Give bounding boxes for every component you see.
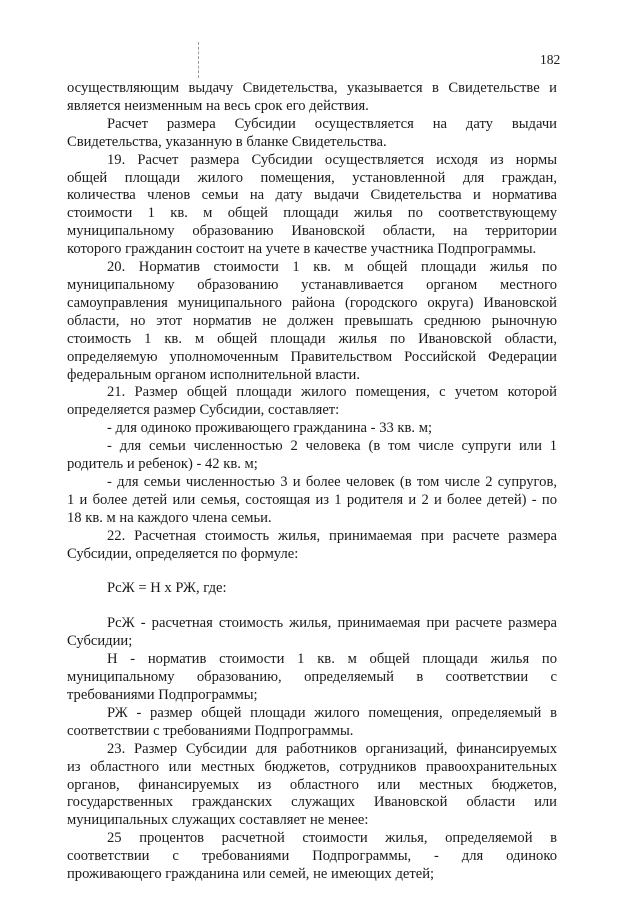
paragraph-line: муниципальных служащих составляет не менее: — [67, 812, 369, 829]
paragraph-line: 23. Размер Субсидии для работников организаций, финансируемых — [107, 740, 557, 757]
paragraph-line: общей площади жилого помещения, установленной для граждан, — [67, 169, 557, 186]
paragraph-line: 22. Расчетная стоимость жилья, принимаемая при расчете размера — [107, 527, 557, 544]
paragraph-line: Субсидии, определяется по формуле: — [67, 545, 299, 562]
list-item: 18 кв. м на каждого члена семьи. — [67, 509, 272, 526]
paragraph-line: которого гражданин состоит на учете в качестве участника Подпрограммы. — [67, 241, 537, 258]
paragraph-line: количества членов семьи на дату выдачи Свидетельства и норматива — [67, 187, 557, 204]
paragraph-line: определяется размер Субсидии, составляет: — [67, 402, 340, 419]
list-item: 1 и более детей или семья, состоящая из 1 родителя и 2 и более детей) - по — [67, 491, 557, 508]
paragraph-line: федеральным органом исполнительной власти. — [67, 366, 360, 383]
paragraph-line: 21. Размер общей площади жилого помещения, с учетом которой — [107, 384, 557, 401]
paragraph-line: 20. Норматив стоимости 1 кв. м общей площади жилья по — [107, 259, 557, 276]
list-item: - для одиноко проживающего гражданина - 33 кв. м; — [107, 420, 433, 437]
paragraph-line: соответствии с требованиями Подпрограммы, - для одиноко — [67, 848, 557, 865]
page-number: 182 — [540, 52, 561, 67]
paragraph-line: стоимости 1 кв. м общей площади жилья по соответствующему — [67, 205, 557, 222]
paragraph-line: Расчет размера Субсидии осуществляется на дату выдачи — [107, 115, 557, 132]
paragraph-line: из областного или местных бюджетов, сотрудников правоохранительных — [67, 758, 557, 775]
formula: РсЖ = Н х РЖ, где: — [107, 580, 227, 597]
paragraph-line: органов, финансируемых из областного или местных бюджетов, — [67, 776, 557, 793]
paragraph-line: области, но этот норматив не должен превышать среднюю рыночную — [67, 312, 557, 329]
paragraph-line: 19. Расчет размера Субсидии осуществляется исходя из нормы — [107, 151, 557, 168]
paragraph-line: соответствии с требованиями Подпрограммы. — [67, 722, 354, 739]
paragraph-line: РсЖ - расчетная стоимость жилья, принимаемая при расчете размера — [107, 615, 557, 632]
paragraph-line: 25 процентов расчетной стоимости жилья, определяемой в — [107, 830, 557, 847]
paragraph-line: муниципальному образованию Ивановской области, на территории — [67, 223, 557, 240]
paragraph-line: стоимость 1 кв. м общей площади жилья по Ивановской области, — [67, 330, 557, 347]
paragraph-line: требованиями Подпрограммы; — [67, 687, 258, 703]
document-body — [67, 80, 557, 884]
paragraph-line: РЖ - размер общей площади жилого помещения, определяемый в — [107, 704, 557, 721]
paragraph-line: осуществляющим выдачу Свидетельства, указывается в Свидетельстве и — [67, 80, 557, 96]
paragraph-line: проживающего гражданина или семей, не имеющих детей; — [67, 866, 435, 883]
paragraph-line: муниципальному образованию, определяемый в соответствии с — [67, 669, 557, 686]
list-item: родитель и ребенок) - 42 кв. м; — [67, 456, 258, 473]
paragraph-line: Субсидии; — [67, 633, 133, 650]
paragraph-line: Свидетельства, указанную в бланке Свидетельства. — [67, 133, 387, 150]
paragraph-line: определяемую уполномоченным Правительством Российской Федерации — [67, 348, 557, 365]
paragraph-line: является неизменным на весь срок его действия. — [67, 97, 369, 114]
paragraph-line: самоуправления муниципального района (городского округа) Ивановской — [67, 294, 557, 311]
paragraph-line: муниципальному образованию устанавливается органом местного — [67, 276, 557, 293]
paragraph-line: Н - норматив стоимости 1 кв. м общей площади жилья по — [107, 651, 557, 668]
scan-margin-mark — [198, 42, 199, 78]
list-item: - для семьи численностью 2 человека (в том числе супруги или 1 — [107, 438, 557, 455]
paragraph-line: государственных гражданских служащих Ивановской области или — [67, 794, 557, 811]
list-item: - для семьи численностью 3 и более человек (в том числе 2 супругов, — [107, 473, 557, 490]
